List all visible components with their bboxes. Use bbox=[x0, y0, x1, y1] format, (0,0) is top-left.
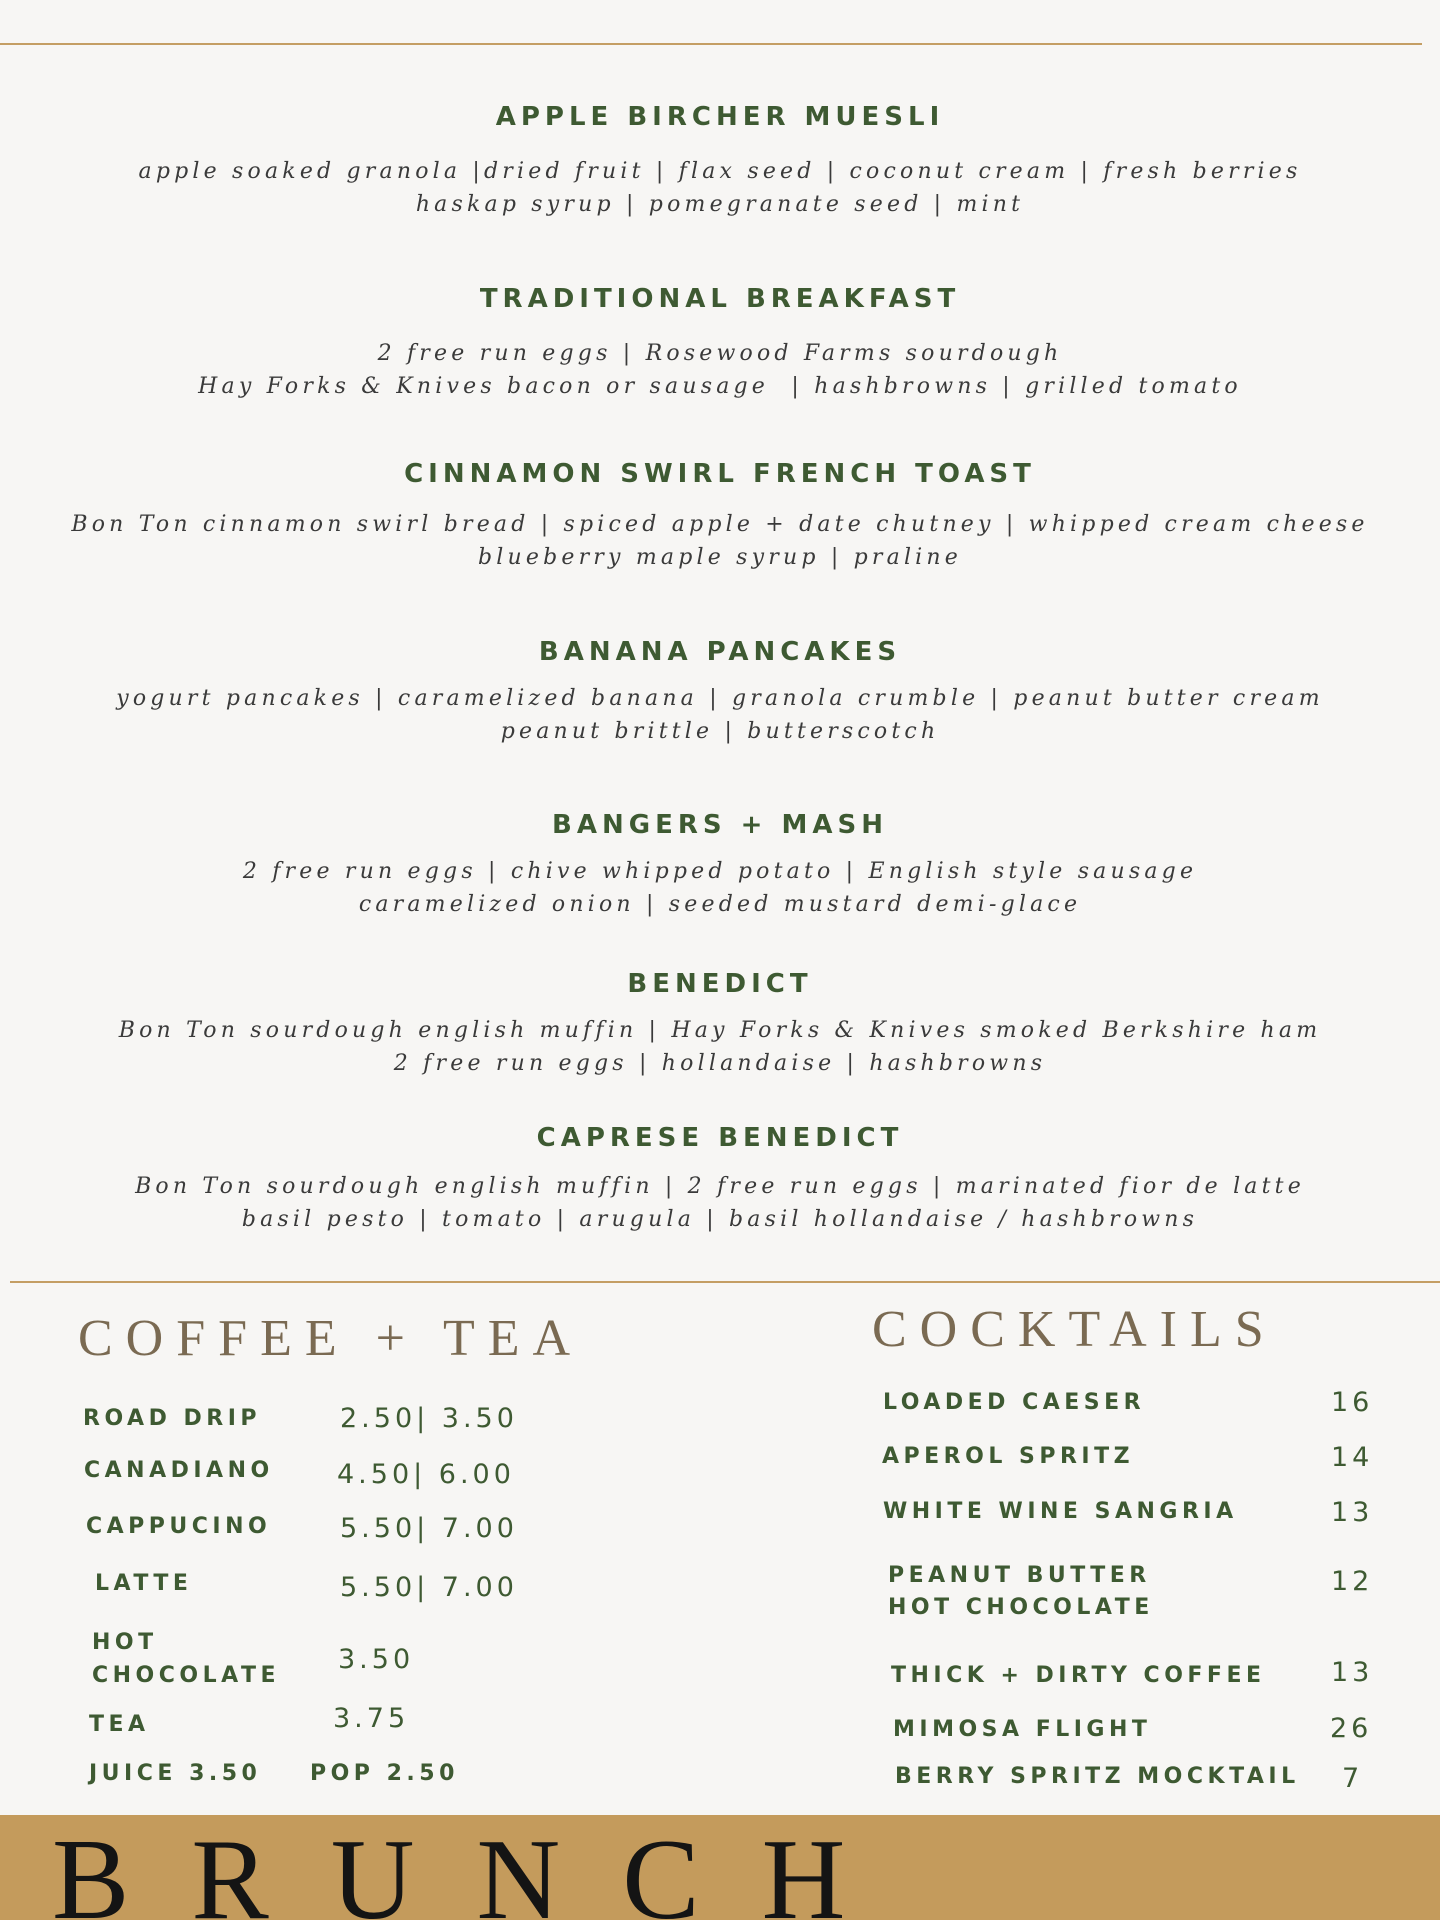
coffee-tea-title: COFFEE + TEA bbox=[78, 1310, 584, 1367]
dish-description-line-1: yogurt pancakes | caramelized banana | granola crumble | peanut butter cream bbox=[116, 686, 1324, 711]
dish-description-line-2: caramelized onion | seeded mustard demi-glace bbox=[358, 892, 1082, 917]
cocktail-item-price: 13 bbox=[1331, 1497, 1374, 1528]
dish-apple-bircher-muesli bbox=[0, 99, 1440, 221]
cocktail-item-price: 26 bbox=[1330, 1713, 1373, 1744]
coffee-item-price: 5.50| 7.00 bbox=[340, 1513, 518, 1544]
cocktail-item-price: 12 bbox=[1331, 1566, 1374, 1597]
dish-description-line-2: Hay Forks & Knives bacon or sausage | hashbrowns | grilled tomato bbox=[198, 374, 1242, 399]
coffee-item-name: ROAD DRIP bbox=[83, 1406, 262, 1431]
dish-cinnamon-swirl-french-toast bbox=[0, 456, 1440, 574]
dish-caprese-benedict bbox=[0, 1120, 1440, 1236]
dish-name: CINNAMON SWIRL FRENCH TOAST bbox=[404, 459, 1036, 489]
dish-description-line-1: Bon Ton sourdough english muffin | 2 free run eggs | marinated fior de latte bbox=[135, 1174, 1305, 1199]
cocktail-item-price: 13 bbox=[1331, 1657, 1374, 1688]
coffee-item-name: TEA bbox=[89, 1712, 150, 1737]
coffee-item-price: 3.50 bbox=[338, 1644, 415, 1675]
dish-description-line-2: blueberry maple syrup | praline bbox=[477, 545, 963, 570]
coffee-item-price: 4.50| 6.00 bbox=[337, 1459, 515, 1490]
cocktail-item-name: APEROL SPRITZ bbox=[882, 1444, 1135, 1469]
dish-description-line-1: Bon Ton cinnamon swirl bread | spiced apple + date chutney | whipped cream cheese bbox=[71, 512, 1369, 537]
dish-bangers-mash bbox=[0, 807, 1440, 921]
cocktail-item-name: BERRY SPRITZ MOCKTAIL bbox=[895, 1764, 1300, 1789]
coffee-item-price: 3.75 bbox=[333, 1703, 410, 1734]
cocktail-item-name: PEANUT BUTTER HOT CHOCOLATE bbox=[888, 1563, 1154, 1620]
dish-description-line-2: 2 free run eggs | hollandaise | hashbrowns bbox=[393, 1051, 1047, 1076]
coffee-item-name: CAPPUCINO bbox=[86, 1514, 272, 1539]
dish-description-line-2: basil pesto | tomato | arugula | basil hollandaise / hashbrowns bbox=[241, 1207, 1199, 1232]
dish-traditional-breakfast bbox=[0, 281, 1440, 403]
dish-name: BENEDICT bbox=[627, 969, 813, 999]
footer-band bbox=[0, 1815, 1440, 1920]
dish-description-line-1: apple soaked granola |dried fruit | flax seed | coconut cream | fresh berries bbox=[138, 159, 1302, 184]
cocktail-item-price: 14 bbox=[1331, 1442, 1374, 1473]
cocktail-item-price: 16 bbox=[1331, 1387, 1374, 1418]
dish-name: CAPRESE BENEDICT bbox=[536, 1123, 904, 1153]
coffee-item-price: 2.50| 3.50 bbox=[340, 1403, 518, 1434]
section-divider bbox=[10, 1281, 1440, 1283]
coffee-item-name: CANADIANO bbox=[84, 1458, 274, 1483]
dish-description-line-1: 2 free run eggs | Rosewood Farms sourdough bbox=[377, 341, 1063, 366]
cocktail-item-name: LOADED CAESER bbox=[883, 1390, 1146, 1415]
cocktail-item-price: 7 bbox=[1342, 1763, 1364, 1794]
cocktail-item-name: MIMOSA FLIGHT bbox=[893, 1717, 1152, 1742]
dish-name: BANGERS + MASH bbox=[552, 810, 888, 840]
dish-name: APPLE BIRCHER MUESLI bbox=[495, 102, 945, 132]
dish-name: TRADITIONAL BREAKFAST bbox=[479, 284, 961, 314]
dish-description-line-2: peanut brittle | butterscotch bbox=[500, 719, 940, 744]
cocktails-title: COCKTAILS bbox=[872, 1301, 1277, 1358]
coffee-item-name: JUICE 3.50 POP 2.50 bbox=[89, 1761, 459, 1786]
dish-description-line-1: 2 free run eggs | chive whipped potato | English style sausage bbox=[242, 859, 1198, 884]
dish-description-line-1: Bon Ton sourdough english muffin | Hay Forks & Knives smoked Berkshire ham bbox=[118, 1018, 1322, 1043]
coffee-item-price: 5.50| 7.00 bbox=[340, 1572, 518, 1603]
cocktail-item-name: THICK + DIRTY COFFEE bbox=[891, 1663, 1266, 1688]
coffee-item-name: LATTE bbox=[95, 1571, 193, 1596]
cocktail-item-name: WHITE WINE SANGRIA bbox=[883, 1499, 1238, 1524]
dish-benedict bbox=[0, 966, 1440, 1080]
coffee-item-name: HOT CHOCOLATE bbox=[92, 1630, 280, 1688]
dish-name: BANANA PANCAKES bbox=[538, 637, 902, 667]
dish-banana-pancakes bbox=[0, 634, 1440, 748]
brunch-title: BRUNCH bbox=[52, 1816, 908, 1920]
top-divider bbox=[0, 43, 1422, 45]
dish-description-line-2: haskap syrup | pomegranate seed | mint bbox=[415, 192, 1025, 217]
